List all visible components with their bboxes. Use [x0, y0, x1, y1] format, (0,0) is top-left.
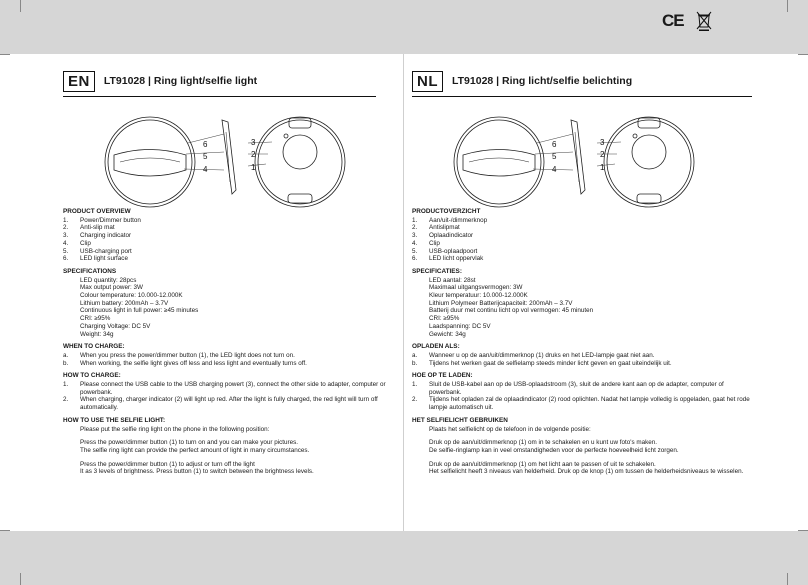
language-badge: NL: [412, 71, 443, 92]
spec-item: Max output power: 3W: [80, 284, 143, 292]
callout-2: 2: [600, 150, 605, 159]
list-item: b. When working, the selfie light gives off less and less light and eventually turns off.: [63, 359, 307, 367]
list-item: 2. Anti-slip mat: [63, 224, 115, 232]
callout-5: 5: [552, 152, 557, 161]
callout-5: 5: [203, 152, 208, 161]
dutch-page: [404, 54, 808, 531]
spec-item: Laadspanning: DC 5V: [429, 322, 491, 330]
paragraph: Press the power/dimmer button (1) to adjust or turn off the light: [80, 460, 255, 468]
crop-mark: [20, 0, 21, 12]
spec-item: CRI: ≥95%: [80, 315, 111, 323]
crop-mark: [787, 0, 788, 12]
compliance-marks: [662, 11, 712, 31]
specifications-section: [63, 268, 388, 338]
list-item: 2. Tijdens het opladen zal de oplaadindicator (2) rood oplichten. Nadat het lampje volledig is opgeladen, gaat het rode lampje automatisch uit.: [412, 396, 750, 412]
language-badge: EN: [63, 71, 95, 92]
overview-section: [412, 208, 757, 263]
spec-item: LED quantity: 28pcs: [80, 276, 137, 284]
callout-2: 2: [251, 150, 256, 159]
usage-section: [63, 417, 388, 476]
section-heading: HOW TO USE THE SELFIE LIGHT:: [63, 416, 166, 424]
list-item: 4. Clip: [412, 239, 440, 247]
spec-item: Batterij duur met continu licht op vol vermogen: 45 minuten: [429, 307, 594, 315]
list-item: 6. LED licht oppervlak: [412, 255, 484, 263]
how-to-charge-section: [63, 372, 388, 412]
section-heading: HET SELFIELICHT GEBRUIKEN: [412, 416, 508, 424]
paragraph: Druk op de aan/uit/dimmerknop (1) om in te schakelen en u kunt uw foto's maken.: [429, 439, 658, 447]
paragraph: The selfie ring light can provide the perfect amount of light in many circumstances.: [80, 446, 310, 454]
section-heading: HOE OP TE LADEN:: [412, 372, 473, 380]
list-item: 3. Charging indicator: [63, 232, 132, 240]
spec-item: Lithium battery: 200mAh – 3.7V: [80, 299, 169, 307]
when-to-charge-section: [412, 343, 757, 367]
list-item: 1. Aan/uit-/dimmerknop: [412, 216, 488, 224]
section-heading: OPLADEN ALS:: [412, 343, 460, 351]
specifications-section: [412, 268, 757, 338]
list-item: a. Wanneer u op de aan/uit/dimmerknop (1) druks en het LED-lampje gaat niet aan.: [412, 351, 655, 359]
callout-4: 4: [203, 165, 208, 174]
spec-item: Lithium Polymeer Batterijcapaciteit: 200mAh – 3.7V: [429, 299, 573, 307]
section-heading: PRODUCT OVERVIEW: [63, 208, 131, 215]
spec-item: Colour temperature: 10.000-12.000K: [80, 292, 183, 300]
list-item: 2. Antislipmat: [412, 224, 460, 232]
paragraph: Het selfielicht heeft 3 niveaus van helderheid. Druk op de knop (1) om tussen de helderheidsniveaus te wisselen.: [429, 468, 744, 476]
paragraph: Plaats het selfielicht op de telefoon in de volgende positie:: [429, 425, 591, 433]
header-rule: [63, 96, 376, 97]
bottom-margin-band: [0, 531, 808, 585]
callout-1: 1: [251, 163, 256, 172]
spec-item: Maximaal uitgangsvermogen: 3W: [429, 284, 523, 292]
list-item: 1. Sluit de USB-kabel aan op de USB-oplaadstroom (3), sluit de andere kant aan op de adapter, computer of powerbank.: [412, 381, 724, 396]
spec-item: LED aantal: 28st: [429, 276, 476, 284]
list-item: 1. Please connect the USB cable to the USB charging powert (3), connect the other side to adapter, computer or powerbank.: [63, 381, 386, 396]
how-to-charge-section: [412, 372, 757, 412]
callout-6: 6: [203, 140, 208, 149]
paragraph: Druk op de aan/uit/dimmerknop (1) om het licht aan te passen of uit te schakelen.: [429, 460, 656, 468]
callout-3: 3: [251, 138, 256, 147]
list-item: 2. When charging, charger indicator (2) will light up red. After the light is fully charged, the red light will turn off automatically.: [63, 396, 378, 412]
weee-bin-icon: [696, 11, 712, 31]
section-heading: SPECIFICATIES:: [412, 267, 462, 275]
product-illustration: [449, 112, 709, 212]
paragraph: De selfie-ringlamp kan in veel omstandigheden voor de perfecte hoeveelheid licht zorgen.: [429, 446, 679, 454]
page-title: LT91028 | Ring light/selfie light: [103, 75, 258, 87]
usage-section: [412, 417, 757, 476]
callout-4: 4: [552, 165, 557, 174]
manual-content: [412, 208, 757, 481]
section-heading: SPECIFICATIONS: [63, 267, 117, 275]
callout-3: 3: [600, 138, 605, 147]
list-item: a. When you press the power/dimmer button (1), the LED light does not turn on.: [63, 351, 295, 359]
header-rule: [412, 96, 752, 97]
when-to-charge-section: [63, 343, 388, 367]
page-title: LT91028 | Ring licht/selfie belichting: [452, 75, 633, 87]
callout-6: 6: [552, 140, 557, 149]
list-item: 4. Clip: [63, 239, 91, 247]
page-header: [63, 70, 257, 92]
paragraph: Press the power/dimmer button (1) to turn on and you can make your pictures.: [80, 439, 299, 447]
english-page: [0, 54, 404, 531]
product-illustration: [100, 112, 360, 212]
page-header: [412, 70, 632, 92]
spec-item: Weight: 34g: [80, 330, 114, 338]
spec-item: Continuous light in full power: ≥45 minutes: [80, 307, 199, 315]
section-heading: PRODUCTOVERZICHT: [412, 208, 481, 215]
list-item: 5. USB-oplaadpoort: [412, 247, 478, 255]
list-item: 1. Power/Dimmer button: [63, 216, 141, 224]
list-item: b. Tijdens het werken gaat de selfielamp steeds minder licht geven en gaat uiteindelijk uit.: [412, 359, 672, 367]
manual-content: [63, 208, 388, 481]
paragraph: Please put the selfie ring light on the phone in the following position:: [80, 425, 270, 433]
spec-item: CRI: ≥95%: [429, 315, 460, 323]
spec-item: Gewicht: 34g: [429, 330, 466, 338]
paragraph: It as 3 levels of brightness. Press button (1) to switch between the brightness levels.: [80, 468, 314, 476]
list-item: 6. LED light surface: [63, 255, 128, 263]
crop-mark: [787, 573, 788, 585]
section-heading: WHEN TO CHARGE:: [63, 343, 125, 351]
list-item: 5. USB-charging port: [63, 247, 132, 255]
section-heading: HOW TO CHARGE:: [63, 372, 121, 380]
crop-mark: [20, 573, 21, 585]
list-item: 3. Oplaadindicator: [412, 232, 474, 240]
spec-item: Kleur temperatuur: 10.000-12.000K: [429, 292, 528, 300]
ce-mark: CE: [662, 11, 684, 30]
overview-section: [63, 208, 388, 263]
callout-1: 1: [600, 163, 605, 172]
spec-item: Charging Voltage: DC 5V: [80, 322, 151, 330]
